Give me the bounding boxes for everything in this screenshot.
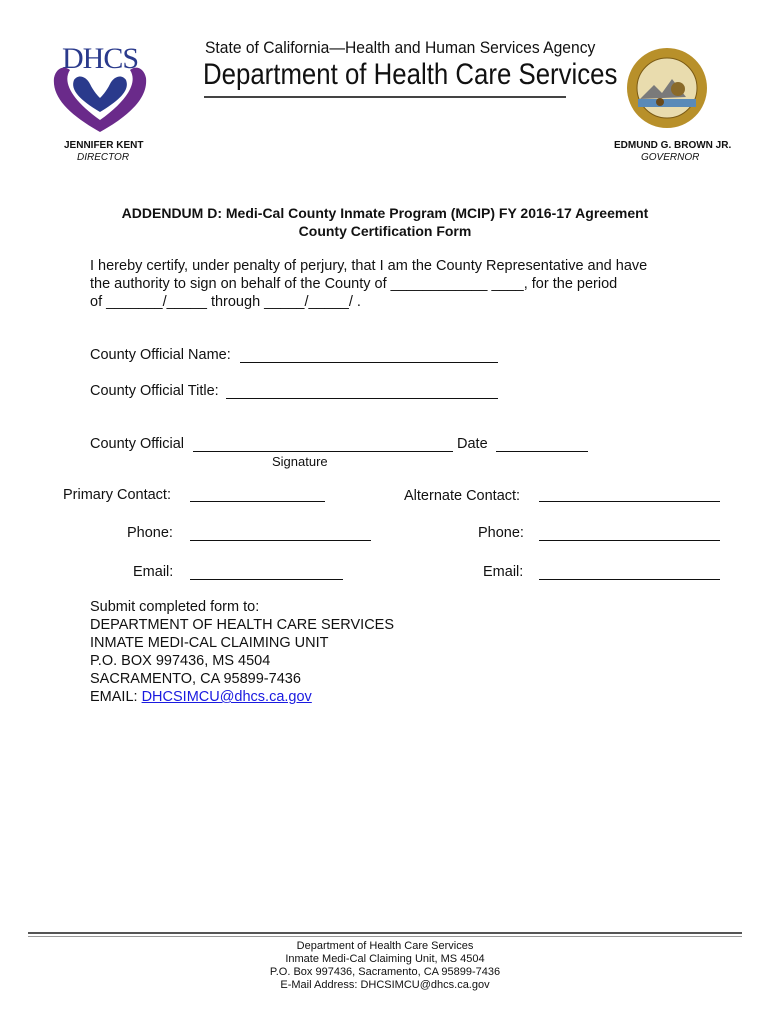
date-field[interactable] [496,451,588,452]
submit-email-prefix: EMAIL: [90,689,142,705]
form-title: ADDENDUM D: Medi-Cal County Inmate Program (MCIP) FY 2016-17 Agreement [121,205,649,221]
submit-intro: Submit completed form to: [90,599,260,615]
alternate-email-field[interactable] [539,579,720,580]
director-name: JENNIFER KENT [64,140,144,151]
primary-phone-label: Phone: [127,525,173,541]
logo-hearts-icon [50,40,150,135]
official-name-label: County Official Name: [90,347,231,363]
cert-line-3: of _______/_____ through _____/_____/ . [90,294,361,310]
dhcs-logo [50,40,150,135]
footer-rule-thin [28,936,742,937]
header-rule [204,96,566,98]
submit-email-line [90,689,312,705]
submit-line-2: INMATE MEDI-CAL CLAIMING UNIT [90,635,329,651]
seal-icon [626,47,708,129]
official-title-label: County Official Title: [90,383,219,399]
director-title: DIRECTOR [77,152,130,163]
footer-line-4: E-Mail Address: DHCSIMCU@dhcs.ca.gov [280,979,490,991]
alternate-contact-field[interactable] [539,501,720,502]
footer-line-3: P.O. Box 997436, Sacramento, CA 95899-7436 [269,966,501,978]
agency-name: State of California—Health and Human Services Agency [205,38,596,57]
alternate-contact-label: Alternate Contact: [404,488,521,504]
primary-email-label: Email: [133,564,174,580]
submit-email-link[interactable]: DHCSIMCU@dhcs.ca.gov [141,689,312,705]
primary-phone-field[interactable] [190,540,371,541]
logo-text: DHCS [62,42,139,75]
alternate-phone-label: Phone: [478,525,524,541]
state-seal [626,47,708,129]
signature-field[interactable] [193,451,453,452]
alternate-phone-field[interactable] [539,540,720,541]
governor-title: GOVERNOR [641,152,700,163]
submit-line-1: DEPARTMENT OF HEALTH CARE SERVICES [90,617,395,633]
footer-line-2: Inmate Medi-Cal Claiming Unit, MS 4504 [285,953,485,965]
department-name: Department of Health Care Services [203,58,618,91]
official-name-field[interactable] [240,362,498,363]
primary-contact-field[interactable] [190,501,325,502]
alternate-email-label: Email: [483,564,524,580]
governor-name: EDMUND G. BROWN JR. [614,140,732,151]
cert-line-2: the authority to sign on behalf of the County of ____________ ____, for the period [90,276,618,292]
submit-line-4: SACRAMENTO, CA 95899-7436 [90,671,301,687]
footer-rule [28,932,742,934]
cert-line-1: I hereby certify, under penalty of perjury, that I am the County Representative and have [90,258,648,274]
signature-caption: Signature [272,454,328,469]
date-label: Date [457,436,488,452]
submit-line-3: P.O. BOX 997436, MS 4504 [90,653,271,669]
primary-email-field[interactable] [190,579,343,580]
official-title-field[interactable] [226,398,498,399]
official-signature-label: County Official [90,436,185,452]
footer-line-1: Department of Health Care Services [296,940,474,952]
primary-contact-label: Primary Contact: [63,487,171,503]
form-subtitle: County Certification Form [298,223,472,239]
